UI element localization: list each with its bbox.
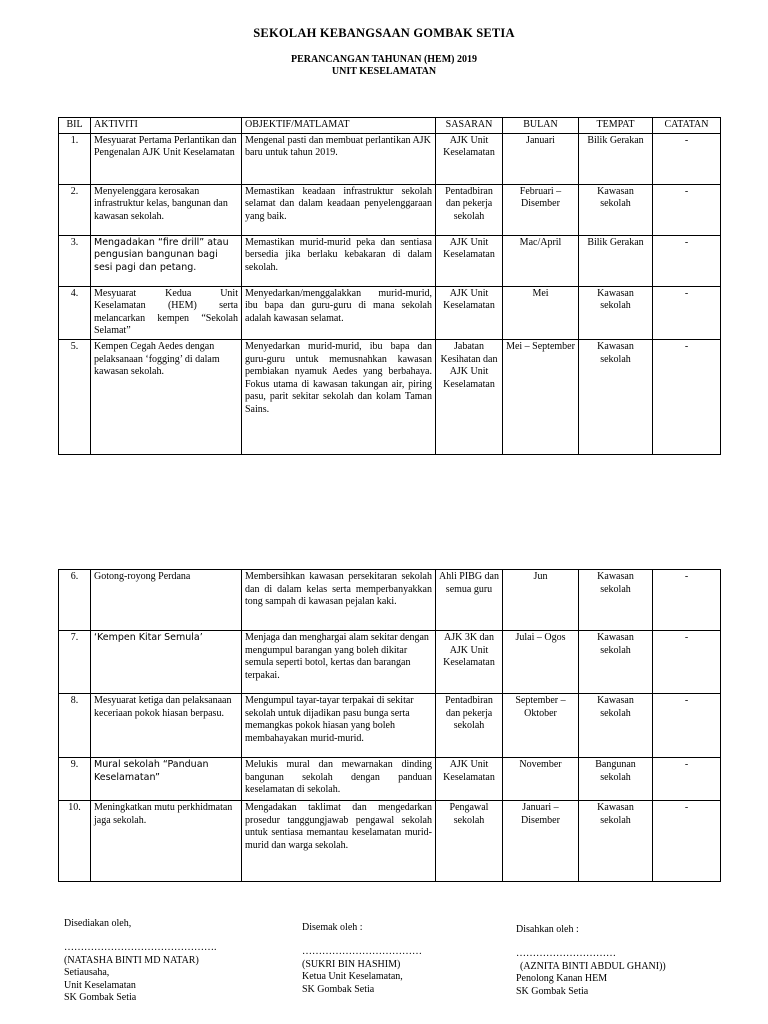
cell-objektif: Menjaga dan menghargai alam sekitar dengan mengumpul barangan yang boleh dikitar semula seperti botol, kertas dan barangan terpakai. (242, 631, 436, 694)
cell-bil: 6. (59, 570, 91, 631)
cell-bil: 9. (59, 758, 91, 801)
cell-bil: 1. (59, 133, 91, 184)
cell-objektif: Memastikan keadaan infrastruktur sekolah selamat dan dalam keadaan penyelenggaraan yang baik. (242, 184, 436, 235)
cell-bil: 4. (59, 286, 91, 339)
cell-bulan: Februari – Disember (503, 184, 579, 235)
signature-label: Disediakan oleh, (64, 918, 132, 929)
signature-approved (516, 924, 666, 998)
cell-catatan: - (653, 286, 721, 339)
signature-line: ……………………………… (302, 946, 422, 958)
cell-tempat: Kawasan sekolah (579, 801, 653, 882)
unit-title: UNIT KESELAMATAN (331, 66, 437, 77)
cell-bulan: Jun (503, 570, 579, 631)
cell-objektif: Menyedarkan/menggalakkan murid-murid, ibu bapa dan guru-guru di mana sekolah adalah kawasan selamat. (242, 286, 436, 339)
cell-aktiviti: Meningkatkan mutu perkhidmatan jaga sekolah. (91, 801, 242, 882)
cell-aktiviti: Mural sekolah “Panduan Keselamatan” (91, 758, 242, 801)
table-row (59, 184, 721, 235)
cell-aktiviti: Mesyuarat Pertama Perlantikan dan Pengenalan AJK Unit Keselamatan (91, 133, 242, 184)
table-row (59, 801, 721, 882)
cell-tempat: Kawasan sekolah (579, 339, 653, 454)
cell-catatan: - (653, 801, 721, 882)
cell-aktiviti: Mesyuarat ketiga dan pelaksanaan keceriaan pokok hiasan berpasu. (91, 694, 242, 758)
cell-bil: 10. (59, 801, 91, 882)
cell-objektif: Mengadakan taklimat dan mengedarkan prosedur tanggungjawab pengawal sekolah untuk sentiasa memantau keselamatan murid-murid dan warga sekolah. (242, 801, 436, 882)
cell-aktiviti: ‘Kempen Kitar Semula’ (91, 631, 242, 694)
cell-catatan: - (653, 758, 721, 801)
cell-sasaran: AJK Unit Keselamatan (436, 133, 503, 184)
cell-tempat: Kawasan sekolah (579, 694, 653, 758)
cell-aktiviti: Mengadakan “fire drill” atau pengusian bangunan bagi sesi pagi dan petang. (91, 235, 242, 286)
table-row (59, 235, 721, 286)
col-header-bil: BIL (59, 118, 91, 134)
signatory-name: (AZNITA BINTI ABDUL GHANI)) (520, 960, 666, 972)
table-row (59, 694, 721, 758)
school-name: SEKOLAH KEBANGSAAN GOMBAK SETIA (253, 26, 515, 40)
table-row (59, 286, 721, 339)
cell-bil: 8. (59, 694, 91, 758)
cell-tempat: Kawasan sekolah (579, 184, 653, 235)
col-header-objektif: OBJEKTIF/MATLAMAT (242, 118, 436, 134)
signatory-title: Setiausaha, (64, 967, 110, 979)
cell-sasaran: Jabatan Kesihatan dan AJK Unit Keselamatan (436, 339, 503, 454)
cell-tempat: Kawasan sekolah (579, 570, 653, 631)
cell-tempat: Kawasan sekolah (579, 286, 653, 339)
col-header-aktiviti: AKTIVITI (91, 118, 242, 134)
cell-catatan: - (653, 184, 721, 235)
cell-objektif: Mengenal pasti dan membuat perlantikan AJK baru untuk tahun 2019. (242, 133, 436, 184)
cell-bil: 5. (59, 339, 91, 454)
plan-table-part2 (58, 569, 721, 882)
cell-aktiviti: Kempen Cegah Aedes dengan pelaksanaan ‘fogging’ di dalam kawasan sekolah. (91, 339, 242, 454)
cell-catatan: - (653, 235, 721, 286)
table-row (59, 570, 721, 631)
cell-bulan: September – Oktober (503, 694, 579, 758)
cell-sasaran: Ahli PIBG dan semua guru (436, 570, 503, 631)
cell-bulan: Mei – September (503, 339, 579, 454)
signatory-title: Penolong Kanan HEM (516, 973, 608, 985)
cell-sasaran: AJK Unit Keselamatan (436, 235, 503, 286)
cell-bil: 3. (59, 235, 91, 286)
cell-objektif: Melukis mural dan mewarnakan dinding bangunan sekolah dengan panduan keselamatan di sekolah. (242, 758, 436, 801)
signatory-name: (NATASHA BINTI MD NATAR) (64, 954, 199, 966)
cell-bil: 7. (59, 631, 91, 694)
cell-bulan: Januari – Disember (503, 801, 579, 882)
cell-bulan: Julai – Ogos (503, 631, 579, 694)
cell-aktiviti: Gotong-royong Perdana (91, 570, 242, 631)
signature-line: ………………………………………. (64, 942, 217, 954)
cell-objektif: Membersihkan kawasan persekitaran sekolah dan di dalam kelas serta memperbanyakkan tong sampah di kawasan pejalan kaki. (242, 570, 436, 631)
plan-title: PERANCANGAN TAHUNAN (HEM) 2019 (290, 54, 477, 65)
cell-aktiviti: Mesyuarat Kedua Unit Keselamatan (HEM) serta melancarkan kempen “Sekolah Selamat” (91, 286, 242, 339)
table-row (59, 631, 721, 694)
cell-objektif: Menyedarkan murid-murid, ibu bapa dan guru-guru untuk memusnahkan kawasan pembiakan nyamuk Aedes yang berbahaya. Fokus utama di kawasan takungan air, piring pasu, parit sekitar sekolah dan kolam Taman Sains. (242, 339, 436, 454)
cell-tempat: Kawasan sekolah (579, 631, 653, 694)
cell-sasaran: Pengawal sekolah (436, 801, 503, 882)
col-header-tempat: TEMPAT (579, 118, 653, 134)
col-header-catatan: CATATAN (653, 118, 721, 134)
signature-label: Disemak oleh : (302, 922, 363, 933)
cell-bulan: Mei (503, 286, 579, 339)
cell-sasaran: AJK Unit Keselamatan (436, 758, 503, 801)
signatory-school: SK Gombak Setia (302, 983, 375, 995)
table-row (59, 339, 721, 454)
cell-tempat: Bilik Gerakan (579, 235, 653, 286)
cell-sasaran: AJK Unit Keselamatan (436, 286, 503, 339)
cell-catatan: - (653, 339, 721, 454)
cell-aktiviti: Menyelenggara kerosakan infrastruktur kelas, bangunan dan kawasan sekolah. (91, 184, 242, 235)
cell-bulan: Mac/April (503, 235, 579, 286)
signature-line: ………………………… (516, 948, 616, 960)
col-header-sasaran: SASARAN (436, 118, 503, 134)
cell-tempat: Bangunan sekolah (579, 758, 653, 801)
plan-table-part1 (58, 117, 721, 455)
cell-sasaran: AJK 3K dan AJK Unit Keselamatan (436, 631, 503, 694)
signatory-unit: Unit Keselamatan (64, 979, 136, 991)
cell-bil: 2. (59, 184, 91, 235)
signature-prepared (64, 918, 217, 1004)
cell-objektif: Mengumpul tayar-tayar terpakai di sekitar sekolah untuk dijadikan pasu bunga serta memangkas pokok hiasan yang boleh membahayakan murid-murid. (242, 694, 436, 758)
cell-bulan: Januari (503, 133, 579, 184)
table-header-row (59, 118, 721, 134)
signature-checked (302, 922, 422, 996)
col-header-bulan: BULAN (503, 118, 579, 134)
cell-objektif: Memastikan murid-murid peka dan sentiasa bersedia jika berlaku kebakaran di dalam sekolah. (242, 235, 436, 286)
table-row (59, 758, 721, 801)
cell-catatan: - (653, 133, 721, 184)
cell-catatan: - (653, 570, 721, 631)
signatory-school: SK Gombak Setia (516, 985, 589, 997)
cell-tempat: Bilik Gerakan (579, 133, 653, 184)
signatory-school: SK Gombak Setia (64, 992, 137, 1004)
signatory-title: Ketua Unit Keselamatan, (302, 971, 403, 983)
cell-catatan: - (653, 694, 721, 758)
cell-sasaran: Pentadbiran dan pekerja sekolah (436, 184, 503, 235)
table-row (59, 133, 721, 184)
cell-catatan: - (653, 631, 721, 694)
signatory-name: (SUKRI BIN HASHIM) (302, 958, 401, 970)
signature-label: Disahkan oleh : (516, 924, 579, 935)
cell-sasaran: Pentadbiran dan pekerja sekolah (436, 694, 503, 758)
cell-bulan: November (503, 758, 579, 801)
